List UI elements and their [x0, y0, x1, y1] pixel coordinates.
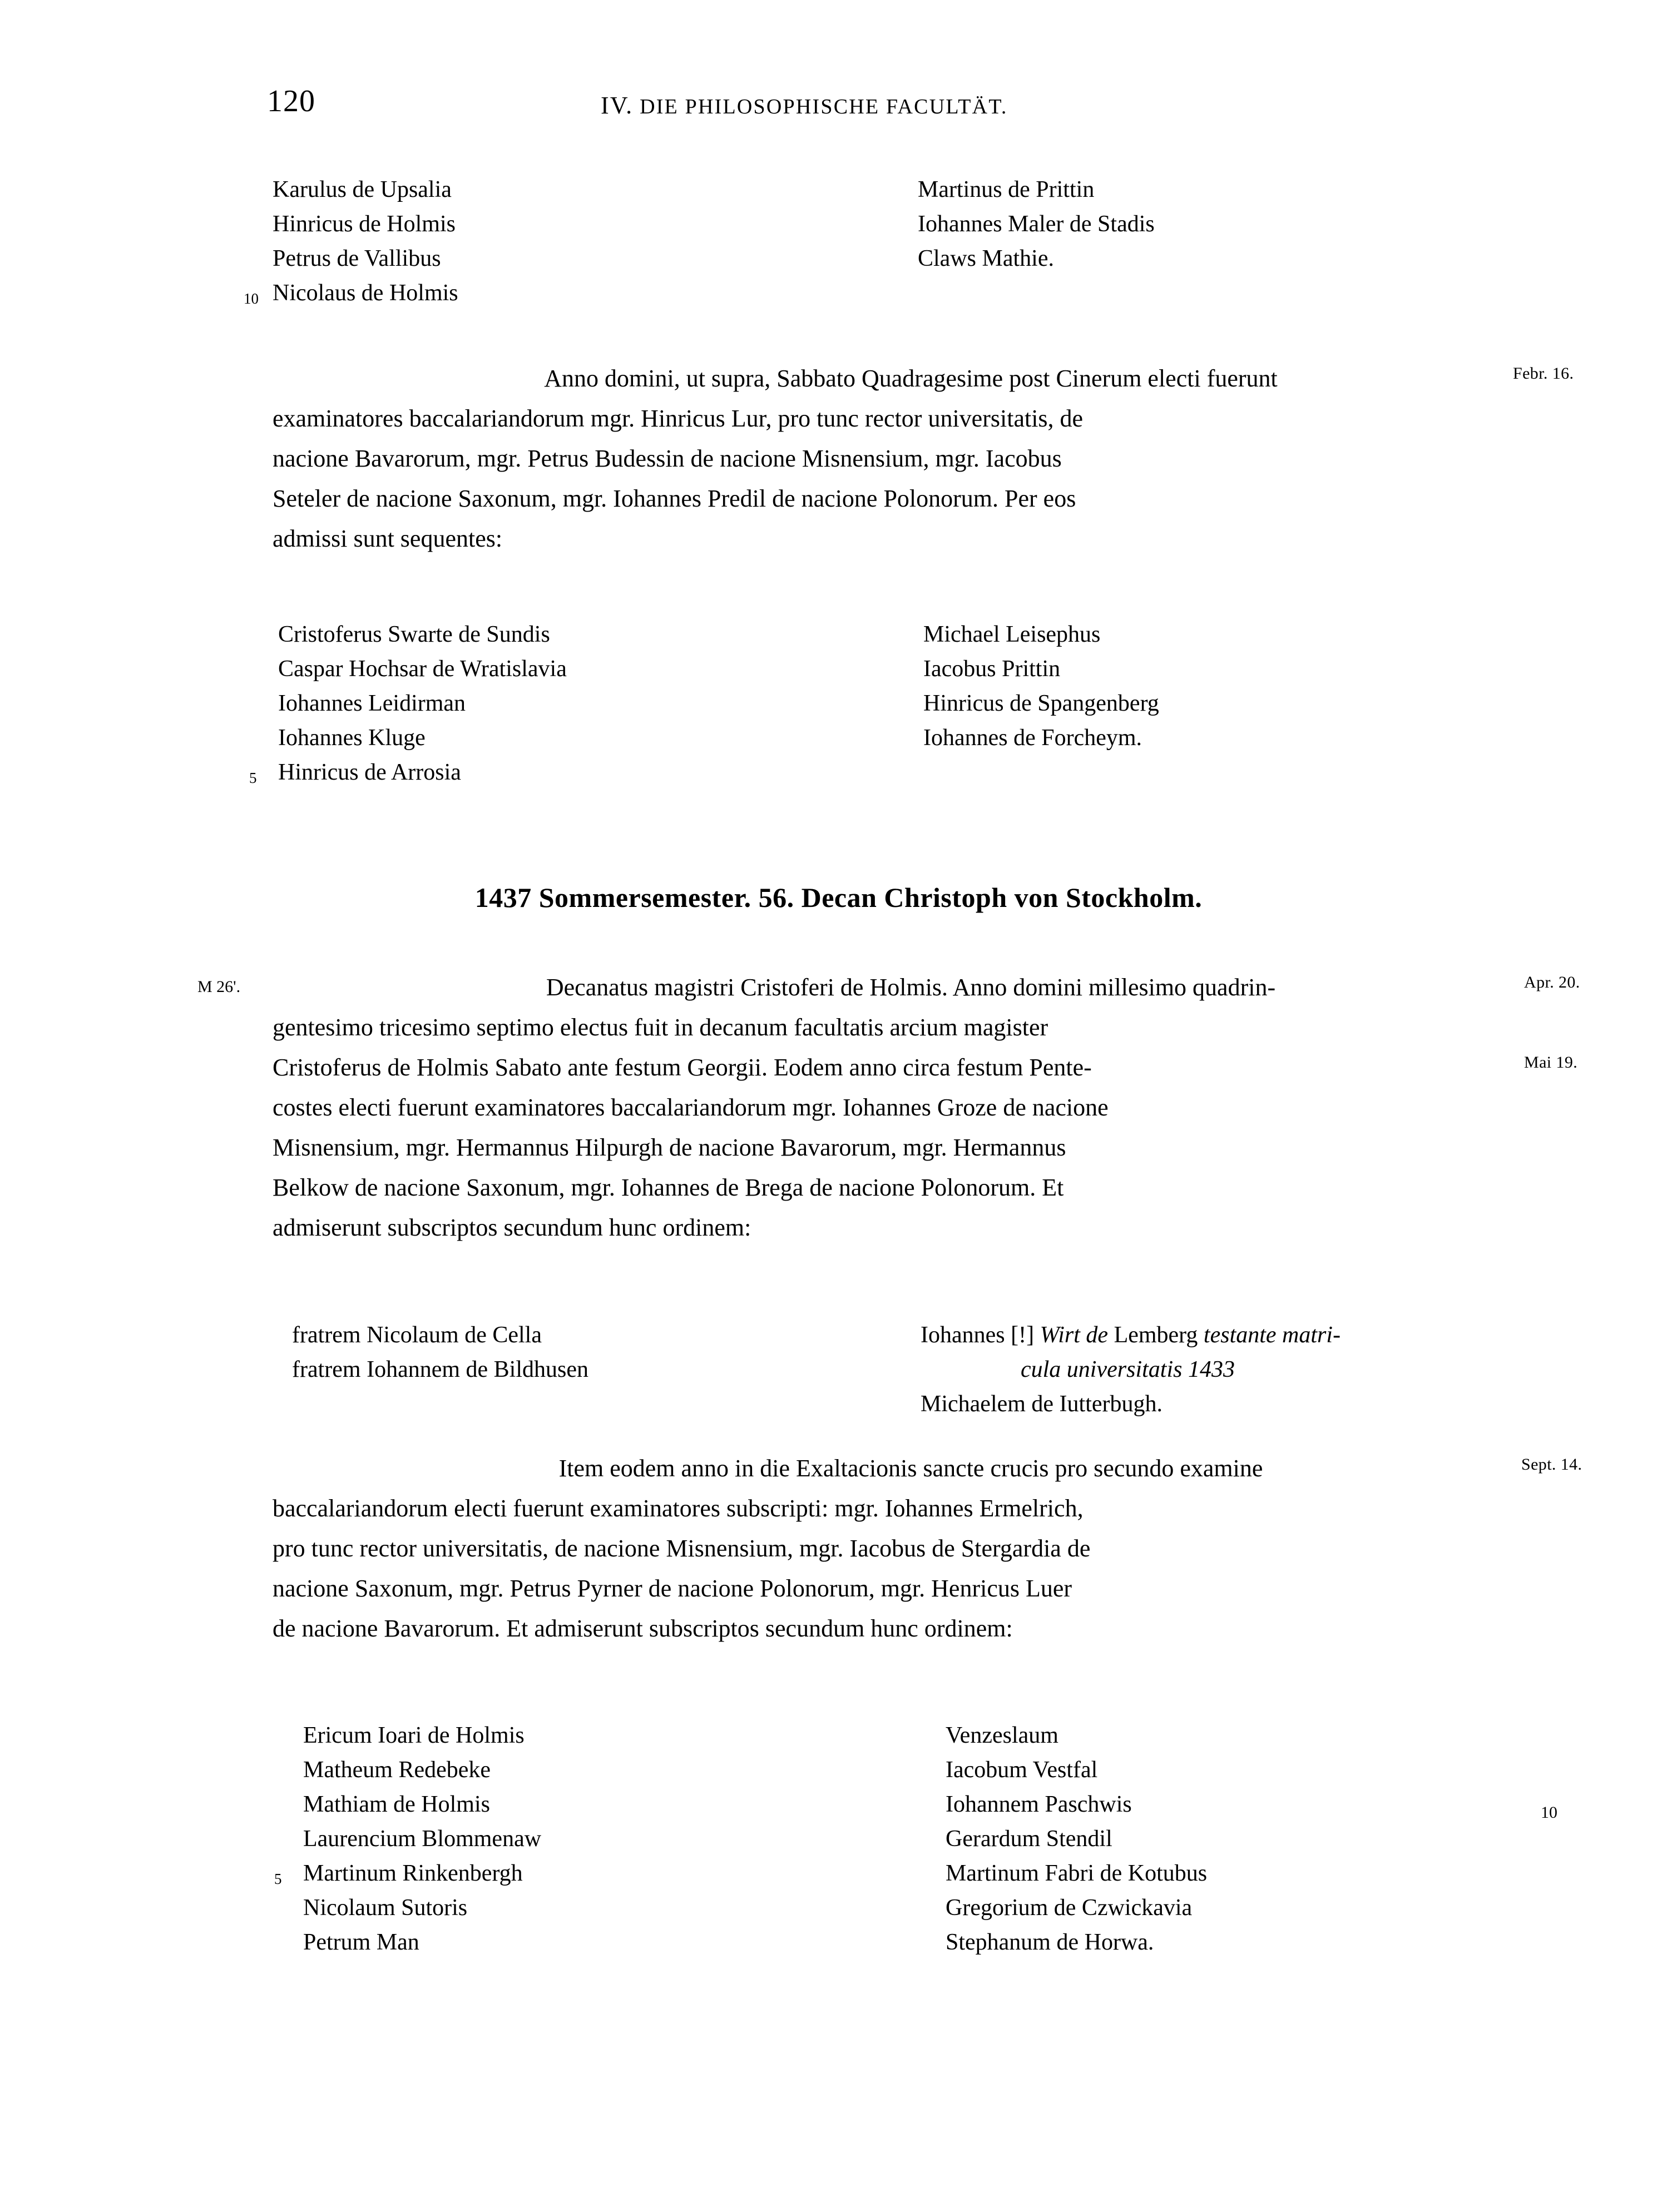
list-item	[946, 1718, 1207, 1753]
list-item	[292, 1318, 588, 1352]
paragraph-line-text: admiserunt subscriptos secundum hunc ordinem:	[273, 1214, 751, 1241]
person-name: Caspar Hochsar de Wratislavia	[278, 656, 567, 682]
person-name: Nicolaus de Holmis	[273, 280, 458, 306]
list-item	[921, 1318, 1340, 1352]
person-name: Claws Mathie.	[918, 246, 1054, 271]
list-item	[303, 1718, 541, 1753]
list-item	[303, 1822, 541, 1856]
person-place: Lemberg	[1108, 1322, 1204, 1348]
person-name: Michael Leisephus	[923, 622, 1101, 647]
list-item	[303, 1891, 541, 1925]
paragraph-line	[273, 359, 1493, 399]
paragraph-line-text: Cristoferus de Holmis Sabato ante festum Georgii. Eodem anno circa festum Pente-	[273, 1054, 1092, 1081]
paragraph-line-text: admissi sunt sequentes:	[273, 525, 503, 552]
paragraph-item-eodem-anno	[273, 1449, 1493, 1649]
paragraph-line	[273, 1088, 1493, 1128]
person-name: Michaelem de Iutterbugh.	[921, 1391, 1163, 1417]
person-name: Iohannes Maler de Stadis	[918, 211, 1155, 237]
person-name: Iohannem Paschwis	[946, 1792, 1132, 1817]
margin-date-apr: Apr. 20.	[1524, 973, 1580, 991]
list-item	[273, 172, 458, 207]
name-list-one-left-column	[244, 172, 458, 310]
paragraph-line	[273, 439, 1493, 479]
name-list-two-right-column	[923, 617, 1159, 755]
list-item	[946, 1891, 1207, 1925]
paragraph-line	[273, 1208, 1493, 1248]
list-item	[249, 755, 567, 790]
paragraph-indent	[273, 968, 328, 1008]
running-head	[601, 91, 1008, 120]
paragraph-line-text: costes electi fuerunt examinatores baccalariandorum mgr. Iohannes Groze de nacione	[273, 1094, 1109, 1121]
name-list-two-left-column	[249, 617, 567, 790]
paragraph-indent	[273, 1449, 328, 1489]
running-head-title: DIE PHILOSOPHISCHE FACULTÄT.	[640, 95, 1008, 118]
name-list-four-left-column	[274, 1718, 542, 1960]
paragraph-line	[273, 1529, 1493, 1569]
paragraph-line	[273, 1449, 1493, 1489]
name-list-four-right-column	[946, 1718, 1207, 1960]
paragraph-line	[273, 1489, 1493, 1529]
person-name: Ericum Ioari de Holmis	[303, 1723, 525, 1748]
person-name: Iohannes Kluge	[278, 725, 426, 751]
paragraph-line-text: baccalariandorum electi fuerunt examinatores subscripti: mgr. Iohannes Ermelrich,	[273, 1495, 1084, 1522]
paragraph-line-text: Anno domini, ut supra, Sabbato Quadragesime post Cinerum electi fuerunt	[544, 365, 1278, 392]
paragraph-line-text: Decanatus magistri Cristoferi de Holmis. Anno domini millesimo quadrin-	[546, 974, 1276, 1001]
paragraph-line	[273, 479, 1493, 519]
paragraph-line	[273, 519, 1493, 559]
person-name: Iohannes Leidirman	[278, 691, 466, 716]
paragraph-decanatus	[273, 968, 1493, 1248]
person-name: Petrus de Vallibus	[273, 246, 441, 271]
paragraph-line-text: Seteler de nacione Saxonum, mgr. Iohannes Predil de nacione Polonorum. Per eos	[273, 485, 1076, 512]
list-item	[303, 1753, 541, 1787]
person-name: Stephanum de Horwa.	[946, 1930, 1154, 1955]
list-item	[923, 721, 1159, 755]
name-list-three-left-column	[292, 1318, 588, 1387]
person-name: Mathiam de Holmis	[303, 1792, 490, 1817]
person-name: fratrem Iohannem de Bildhusen	[292, 1357, 588, 1382]
paragraph-line-text: Item eodem anno in die Exaltacionis sancte crucis pro secundo examine	[558, 1455, 1263, 1482]
person-name: Martinum Rinkenbergh	[303, 1861, 523, 1886]
paragraph-line	[273, 1168, 1493, 1208]
running-head-numeral: IV.	[601, 92, 634, 119]
paragraph-line-text: nacione Saxonum, mgr. Petrus Pyrner de nacione Polonorum, mgr. Henricus Luer	[273, 1575, 1072, 1602]
line-number: 10	[244, 290, 259, 307]
person-name: Karulus de Upsalia	[273, 177, 452, 202]
person-name: Venzeslaum	[946, 1723, 1058, 1748]
person-name: Nicolaum Sutoris	[303, 1895, 468, 1921]
name-list-three-right-column	[921, 1318, 1340, 1421]
paragraph-line-text: gentesimo tricesimo septimo electus fuit in decanum facultatis arcium magister	[273, 1014, 1048, 1041]
list-item	[278, 686, 567, 721]
list-item	[278, 721, 567, 755]
person-name: Hinricus de Holmis	[273, 211, 456, 237]
paragraph-line	[273, 399, 1493, 439]
person-name: Petrum Man	[303, 1930, 419, 1955]
line-number: 5	[249, 770, 257, 786]
person-name: Laurencium Blommenaw	[303, 1826, 542, 1852]
list-item	[918, 241, 1155, 276]
paragraph-line-text: examinatores baccalariandorum mgr. Hinricus Lur, pro tunc rector universitatis, de	[273, 405, 1084, 432]
person-name: Matheum Redebeke	[303, 1757, 491, 1783]
list-item	[946, 1925, 1207, 1960]
list-item	[303, 1787, 541, 1822]
editorial-italic-a: Wirt de	[1040, 1322, 1109, 1348]
list-item	[274, 1856, 541, 1891]
list-item	[273, 207, 458, 241]
list-item	[273, 241, 458, 276]
list-item	[923, 617, 1159, 652]
list-item	[292, 1352, 588, 1387]
paragraph-line	[273, 1048, 1493, 1088]
list-item	[918, 207, 1155, 241]
person-name: fratrem Nicolaum de Cella	[292, 1322, 542, 1348]
list-item	[946, 1753, 1207, 1787]
list-item	[923, 652, 1159, 686]
paragraph-line	[273, 968, 1493, 1008]
margin-date-sept: Sept. 14.	[1521, 1455, 1582, 1474]
paragraph-line	[273, 1128, 1493, 1168]
person-name: Iacobus Prittin	[923, 656, 1061, 682]
line-number-right: 10	[1541, 1803, 1557, 1822]
person-name: Martinum Fabri de Kotubus	[946, 1861, 1208, 1886]
person-name: Hinricus de Arrosia	[278, 760, 461, 785]
name-list-one-right-column	[918, 172, 1155, 276]
paragraph-line	[273, 1569, 1493, 1609]
list-item	[921, 1387, 1340, 1421]
section-heading: 1437 Sommersemester. 56. Decan Christoph von Stockholm.	[474, 882, 1203, 913]
paragraph-line	[273, 1008, 1493, 1048]
list-item	[303, 1925, 541, 1960]
person-name: Cristoferus Swarte de Sundis	[278, 622, 550, 647]
page-header	[0, 83, 1677, 122]
line-number: 5	[274, 1871, 282, 1887]
person-name: Iacobum Vestfal	[946, 1757, 1098, 1783]
list-item-continuation	[921, 1352, 1340, 1387]
list-item	[946, 1822, 1207, 1856]
list-item	[946, 1856, 1207, 1891]
editorial-italic-continuation: cula universitatis 1433	[1021, 1357, 1235, 1382]
list-item	[278, 652, 567, 686]
paragraph-line-text: Belkow de nacione Saxonum, mgr. Iohannes de Brega de nacione Polonorum. Et	[273, 1174, 1064, 1201]
person-name: Iohannes [!]	[921, 1322, 1040, 1348]
list-item	[244, 276, 458, 310]
person-name: Martinus de Prittin	[918, 177, 1095, 202]
list-item	[918, 172, 1155, 207]
editorial-italic-b: testante matri-	[1203, 1322, 1341, 1348]
list-item	[946, 1787, 1207, 1822]
list-item	[278, 617, 567, 652]
person-name: Gregorium de Czwickavia	[946, 1895, 1193, 1921]
list-item	[923, 686, 1159, 721]
paragraph-indent	[273, 359, 328, 399]
paragraph-line	[273, 1609, 1493, 1649]
folio-reference-margin: M 26'.	[197, 978, 241, 996]
paragraph-line-text: pro tunc rector universitatis, de nacione Misnensium, mgr. Iacobus de Stergardia de	[273, 1535, 1091, 1562]
paragraph-anno-domini	[273, 359, 1493, 559]
person-name: Iohannes de Forcheym.	[923, 725, 1142, 751]
paragraph-line-text: de nacione Bavarorum. Et admiserunt subscriptos secundum hunc ordinem:	[273, 1615, 1013, 1642]
paragraph-line-text: nacione Bavarorum, mgr. Petrus Budessin de nacione Misnensium, mgr. Iacobus	[273, 445, 1062, 472]
page-number: 120	[267, 84, 315, 118]
margin-date-febr: Febr. 16.	[1513, 364, 1574, 383]
margin-date-mai: Mai 19.	[1524, 1053, 1578, 1072]
person-name: Gerardum Stendil	[946, 1826, 1112, 1852]
person-name: Hinricus de Spangenberg	[923, 691, 1159, 716]
paragraph-line-text: Misnensium, mgr. Hermannus Hilpurgh de nacione Bavarorum, mgr. Hermannus	[273, 1134, 1066, 1161]
